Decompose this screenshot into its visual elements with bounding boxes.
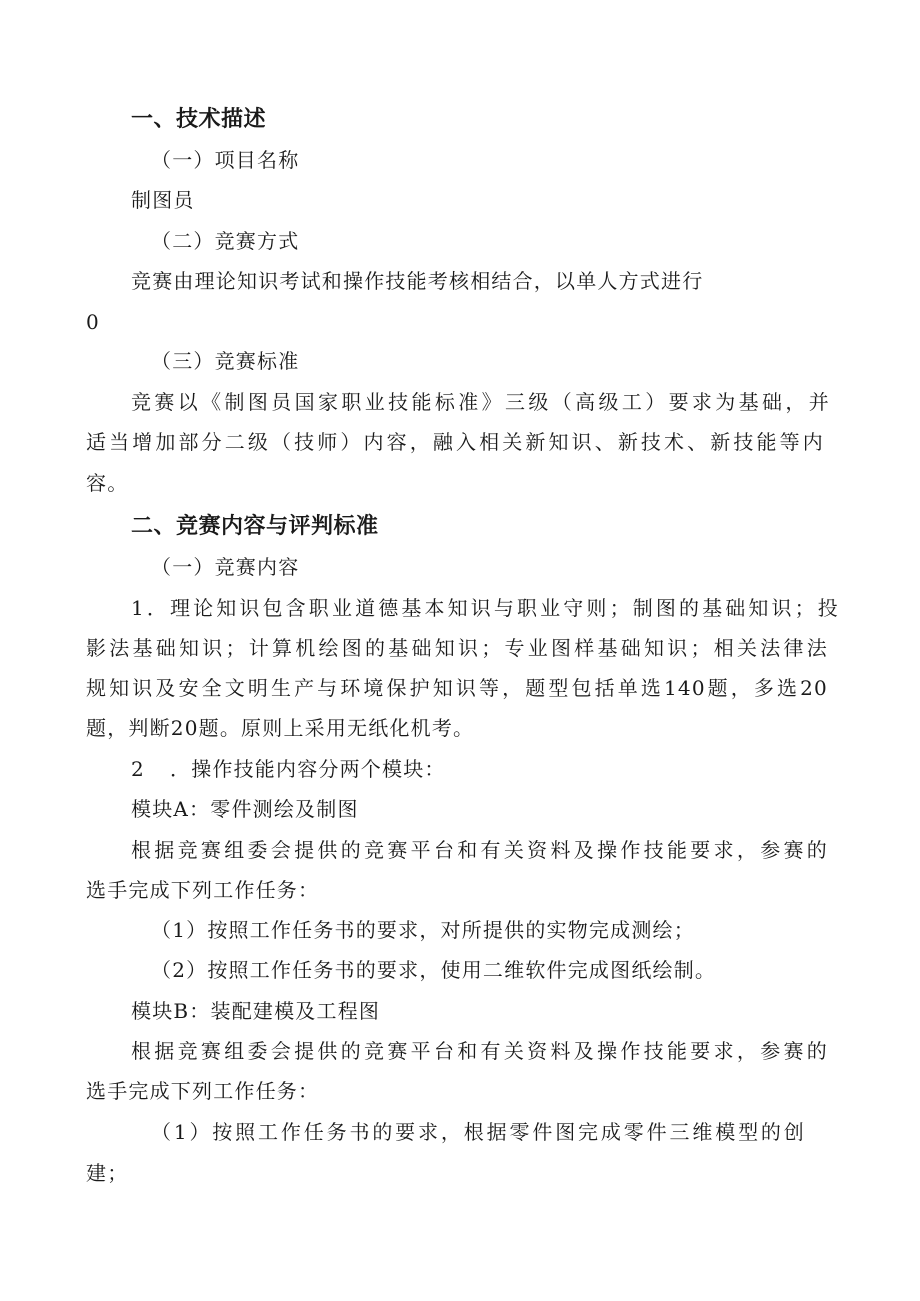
moduleB-title: 模块B：装配建模及工程图: [131, 999, 381, 1023]
moduleB-task-1-line-1: （1）按照工作任务书的要求，根据零件图完成零件三维模型的创: [151, 1120, 805, 1144]
moduleA-title: 模块A：零件测绘及制图: [131, 797, 359, 821]
moduleB-line-1: 根据竞赛组委会提供的竞赛平台和有关资料及操作技能要求，参赛的: [131, 1039, 828, 1063]
moduleA-line-1: 根据竞赛组委会提供的竞赛平台和有关资料及操作技能要求，参赛的: [131, 838, 828, 862]
section1-sub2-title: （二）竞赛方式: [151, 229, 300, 253]
section2-heading: 二、竞赛内容与评判标准: [131, 514, 379, 539]
moduleA-task-2: （2）按照工作任务书的要求，使用二维软件完成图纸绘制。: [151, 958, 717, 982]
method-line-2: 0: [86, 310, 100, 334]
moduleB-task-1-line-2: 建；: [86, 1161, 129, 1185]
standard-line-3: 容。: [86, 471, 129, 495]
item1-line-4: 题，判断20题。原则上采用无纸化机考。: [86, 716, 475, 740]
item1-line-1: 1．理论知识包含职业道德基本知识与职业守则；制图的基础知识；投: [131, 596, 839, 620]
section1-heading: 一、技术描述: [131, 107, 267, 132]
section2-sub1-title: （一）竞赛内容: [151, 555, 300, 579]
moduleB-line-2: 选手完成下列工作任务：: [86, 1079, 320, 1103]
item2-text: ．操作技能内容分两个模块：: [170, 757, 446, 781]
item1-line-3: 规知识及安全文明生产与环境保护知识等，题型包括单选140题，多选20: [86, 676, 828, 700]
moduleA-line-2: 选手完成下列工作任务：: [86, 878, 320, 902]
item1-line-2: 影法基础知识；计算机绘图的基础知识；专业图样基础知识；相关法律法: [86, 636, 828, 660]
method-line-1: 竞赛由理论知识考试和操作技能考核相结合，以单人方式进行: [131, 269, 704, 293]
item2-number: 2: [131, 757, 145, 781]
section1-sub1-title: （一）项目名称: [151, 148, 300, 172]
project-name-text: 制图员: [131, 188, 195, 212]
standard-line-2: 适当增加部分二级（技师）内容，融入相关新知识、新技术、新技能等内: [86, 430, 824, 454]
standard-line-1: 竞赛以《制图员国家职业技能标准》三级（高级工）要求为基础，并: [131, 390, 830, 414]
moduleA-task-1: （1）按照工作任务书的要求，对所提供的实物完成测绘；: [151, 918, 695, 942]
section1-sub3-title: （三）竞赛标准: [151, 349, 300, 373]
